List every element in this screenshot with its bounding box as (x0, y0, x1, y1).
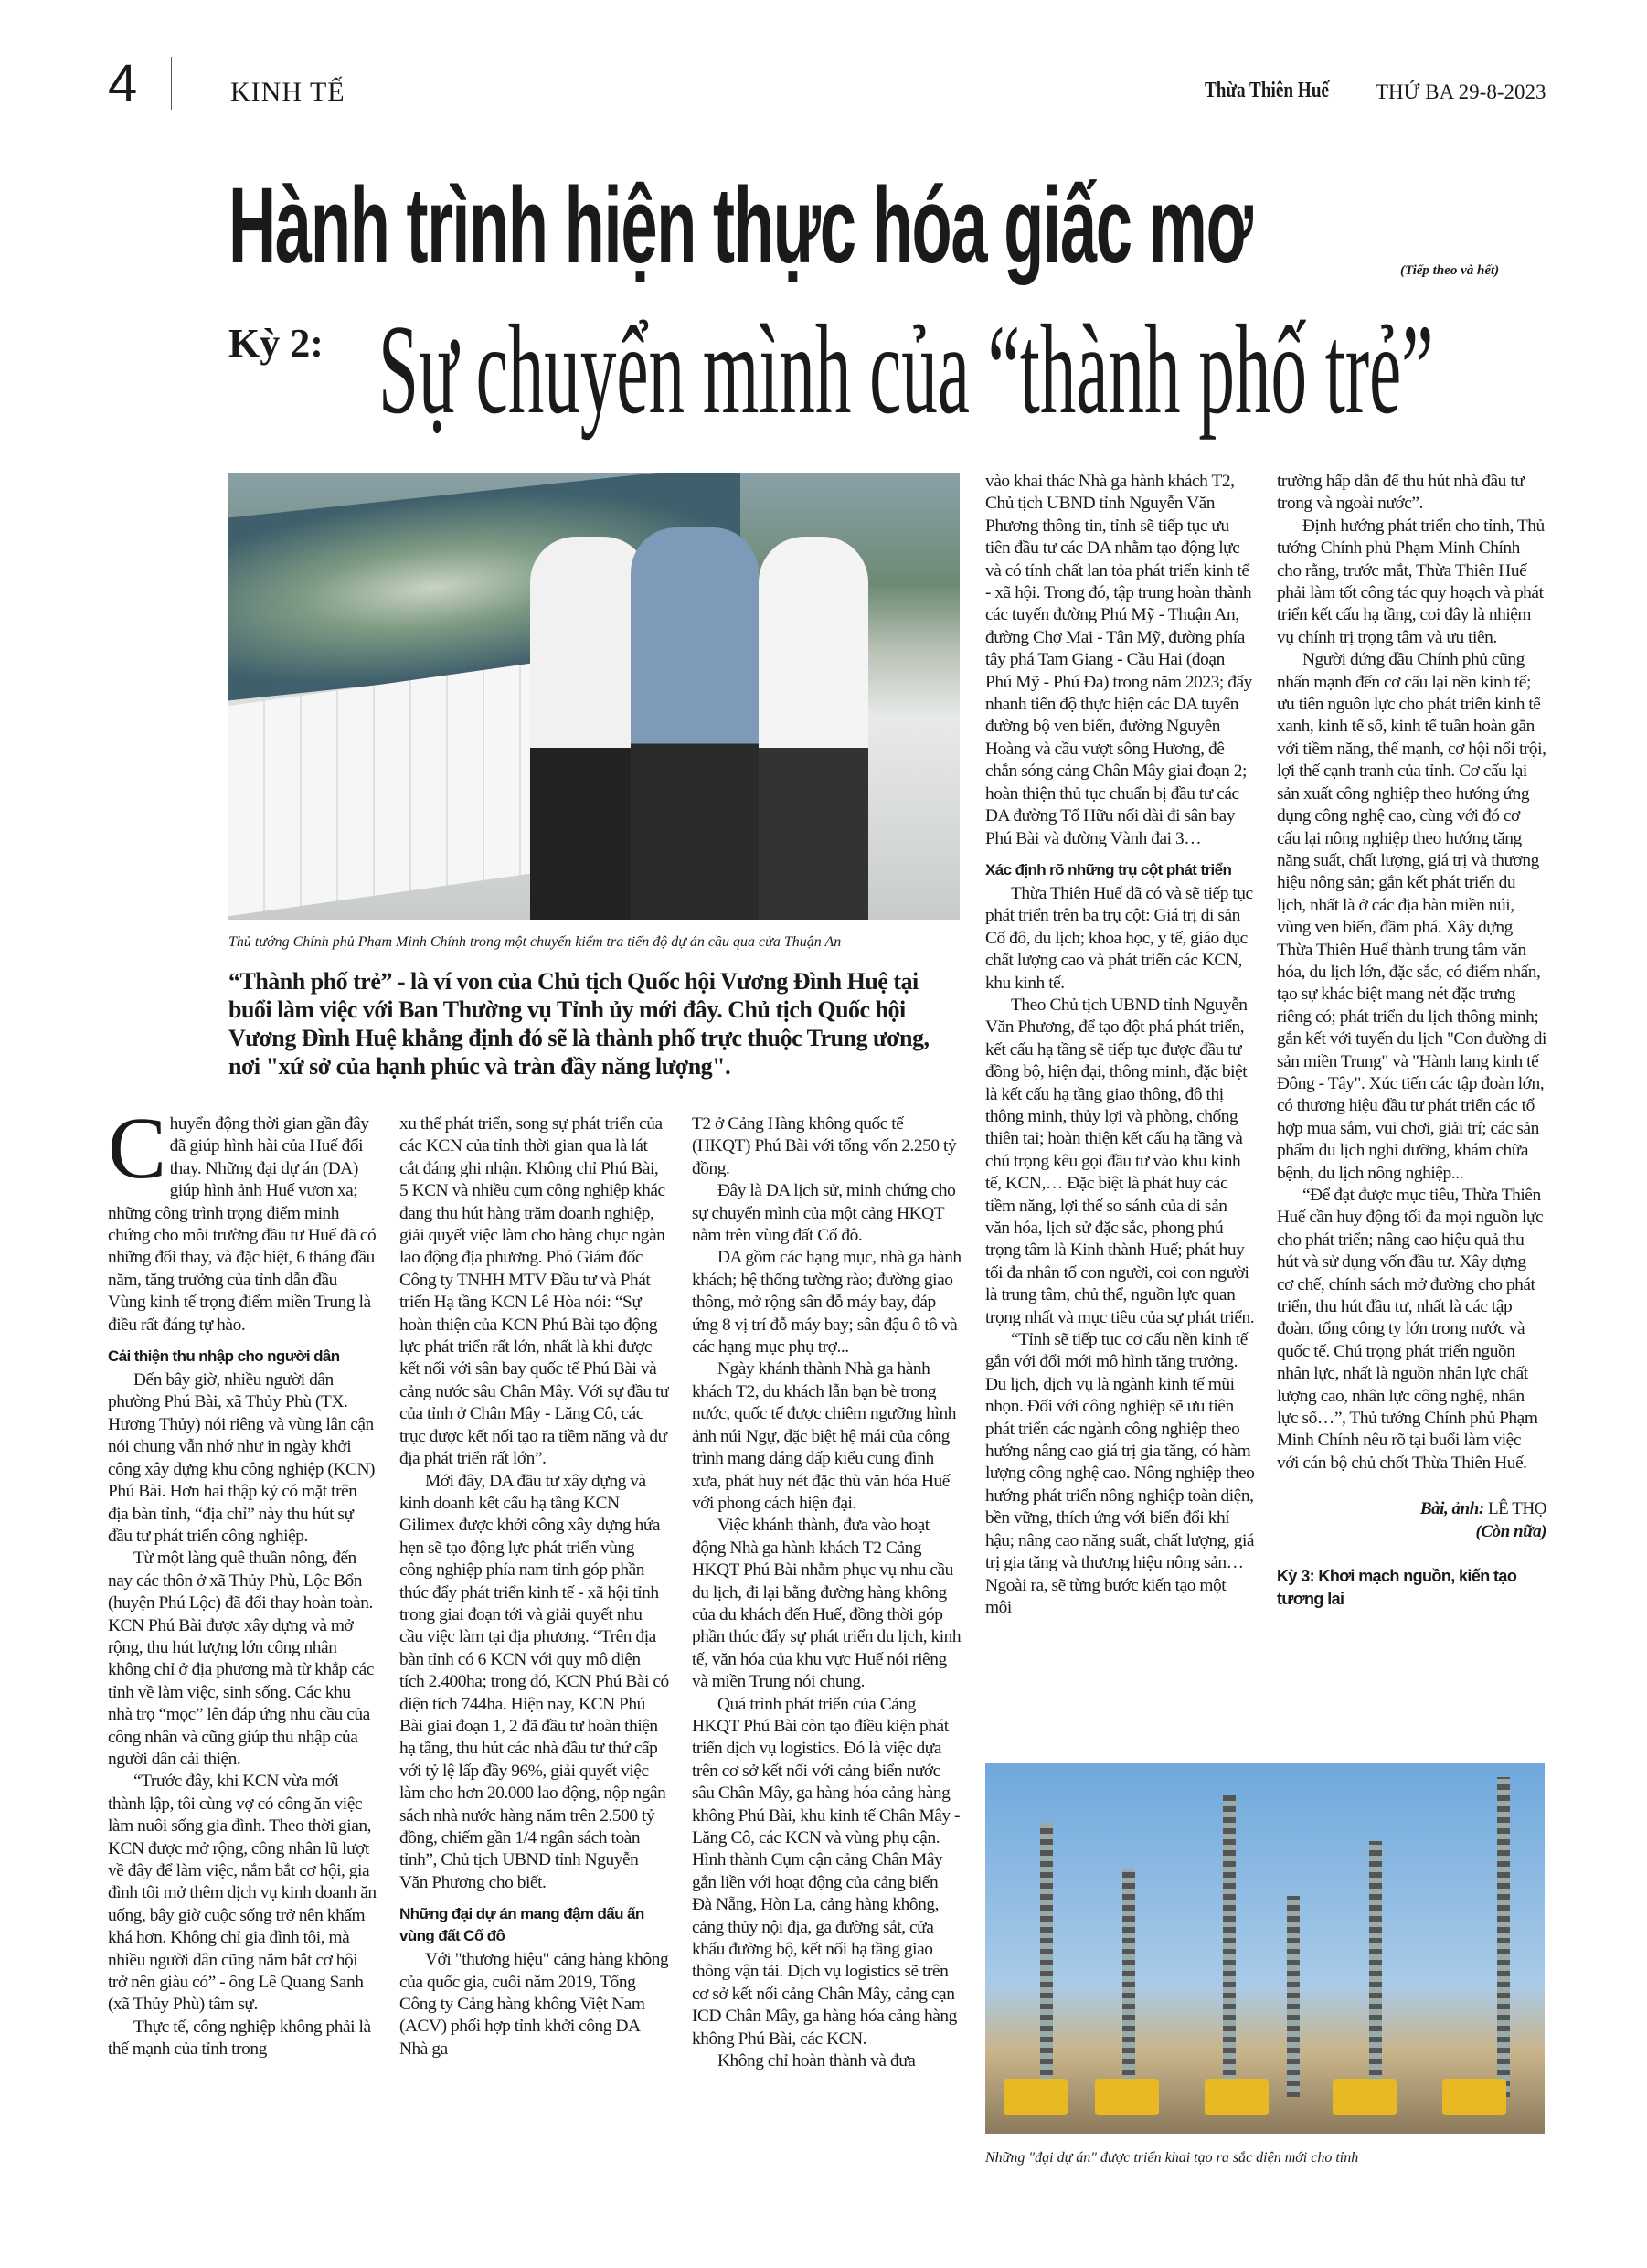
headline: Hành trình hiện thực hóa giấc mơ (228, 165, 1252, 286)
byline (1277, 1498, 1546, 1520)
part-label: Kỳ 2: (228, 321, 324, 366)
paragraph: Ngày khánh thành Nhà ga hành khách T2, du khách lẫn bạn bè trong nước, quốc tế được chiêm ngưỡng hình ảnh núi Ngự, đặc biệt hệ mái của công trình mang dáng dấp kiểu cung đình xưa, phát huy nét đặc thù văn hóa Huế với phong cách hiện đại. (692, 1359, 956, 1513)
paragraph: Đến bây giờ, nhiều người dân phường Phú Bài, xã Thủy Phù (TX. Hương Thủy) nói riêng và vùng lân cận nói chung vẫn nhớ như in ngày khởi công xây dựng khu công nghiệp (KCN) Phú Bài. Hơn hai thập kỷ có mặt trên địa bàn tỉnh, “địa chỉ” này thu hút sự đầu tư phát triển công nghiệp. (108, 1370, 376, 1546)
issue-date: THỨ BA 29-8-2023 (1376, 80, 1546, 103)
subheading: Những đại dự án mang đậm dấu ấn vùng đất Cố đô (399, 1905, 644, 1945)
paragraph: Không chỉ hoàn thành và đưa (717, 2051, 916, 2071)
photo-prime-minister-inspection (228, 473, 960, 920)
article-column (399, 1113, 669, 2174)
paragraph: Việc khánh thành, đưa vào hoạt động Nhà ga hành khách T2 Cảng HKQT Phú Bài nhằm phục vụ nhu cầu du lịch, đi lại bằng đường hàng không của du khách đến Huế, đồng thời góp phần thúc đẩy sự phát triển du lịch, kinh tế, văn hóa của khu vực Huế nói riêng và miền Trung nói chung. (692, 1516, 962, 1692)
paragraph: DA gồm các hạng mục, nhà ga hành khách; hệ thống tường rào; đường giao thông, mở rộng sân đỗ máy bay, đáp ứng 8 vị trí đỗ máy bay; sân đậu ô tô và các hạng mục phụ trợ... (692, 1248, 962, 1358)
paragraph-text: huyển động thời gian gần đây đã giúp hình hài của Huế đổi thay. Những đại dự án (DA) giúp hình ảnh Huế vươn xa; những công trình trọng điểm minh chứng cho môi trường đầu tư Huế đã có những đổi thay, và đặc biệt, 6 tháng đầu năm, tăng trưởng của tỉnh dẫn đầu Vùng kinh tế trọng điểm miền Trung là điều rất đáng tự hào. (108, 1114, 377, 1335)
pile-driver-crane (1497, 1777, 1510, 2097)
photo-person (631, 527, 759, 920)
construction-machine (1004, 2079, 1068, 2115)
paragraph: Thừa Thiên Huế đã có và sẽ tiếp tục phát triển trên ba trụ cột: Giá trị di sản Cố đô, du lịch; khoa học, y tế, giáo dục chất lượng cao và phát triển các KCN, khu kinh tế. (985, 883, 1253, 993)
paragraph: Mới đây, DA đầu tư xây dựng và kinh doanh kết cấu hạ tầng KCN Gilimex được khởi công xây dựng hứa hẹn sẽ tạo động lực phát triển vùng công nghiệp phía nam tỉnh góp phần thúc đẩy phát triển kinh tế - xã hội tỉnh trong giai đoạn tới và giải quyết nhu cầu việc làm tại địa phương. “Trên địa bàn tỉnh có 6 KCN với quy mô diện tích 2.400ha; trong đó, KCN Phú Bài có diện tích 744ha. Hiện nay, KCN Phú Bài giai đoạn 1, 2 đã đầu tư hoàn thiện hạ tầng, thu hút các nhà đầu tư thứ cấp với tỷ lệ lấp đầy 96%, giải quyết việc làm cho hơn 20.000 lao động, nộp ngân sách nhà nước hàng năm trên 2.500 tỷ đồng, chiếm gần 1/4 ngân sách toàn tỉnh”, Chủ tịch UBND tỉnh Nguyễn Văn Phương cho biết. (399, 1471, 669, 1892)
photo-construction-site (985, 1763, 1545, 2134)
header-divider (171, 57, 172, 110)
section-name: KINH TẾ (230, 77, 345, 107)
paragraph: Người đứng đầu Chính phủ cũng nhấn mạnh đến cơ cấu lại nền kinh tế; ưu tiên nguồn lực cho phát triển kinh tế xanh, kinh tế số, kinh tế tuần hoàn gắn với tiềm năng, thế mạnh, cơ hội nổi trội, lợi thế cạnh tranh của tỉnh. Cơ cấu lại sản xuất công nghiệp theo hướng ứng dụng công nghệ cao, cùng với đó cơ cấu lại nông nghiệp theo hướng tăng năng suất, chất lượng, giá trị và thương hiệu nông sản; gắn kết phát triển du lịch, nhất là ở các địa bàn miền núi, vùng ven biển, đầm phá. Xây dựng Thừa Thiên Huế thành trung tâm văn hóa, du lịch lớn, đặc sắc, có điểm nhấn, tạo sự khác biệt mang nét đặc trưng riêng có; phát triển du lịch thông minh; gắn kết với tuyến du lịch "Con đường di sản miền Trung" và "Hành lang kinh tế Đông - Tây". Xúc tiến các tập đoàn lớn, có thương hiệu đầu tư phát triển các tổ hợp mua sắm, vui chơi, giải trí; các sản phẩm du lịch nghỉ dưỡng, khám chữa bệnh, du lịch nông nghiệp... (1277, 650, 1546, 1183)
pile-driver-crane (1122, 1869, 1135, 2097)
paragraph: vào khai thác Nhà ga hành khách T2, Chủ tịch UBND tỉnh Nguyễn Văn Phương thông tin, tỉnh sẽ tiếp tục ưu tiên đầu tư các DA nhằm tạo động lực và có tính chất lan tỏa phát triển kinh tế - xã hội. Trong đó, tập trung hoàn thành các tuyến đường Phú Mỹ - Thuận An, đường Chợ Mai - Tân Mỹ, đường phía tây phá Tam Giang - Cầu Hai (đoạn Phú Mỹ - Phú Đa) trong năm 2023; đẩy nhanh tiến độ thực hiện các DA tuyến đường bộ ven biển, đường Nguyễn Hoàng và cầu vượt sông Hương, đê chắn sóng cảng Chân Mây giai đoạn 2; hoàn thiện thủ tục chuẩn bị đầu tư các DA đường Tố Hữu nối dài đi sân bay Phú Bài và đường Vành đai 3… (985, 472, 1252, 848)
byline-label: Bài, ảnh: (1419, 1499, 1484, 1519)
paragraph: trường hấp dẫn để thu hút nhà đầu tư trong và ngoài nước”. (1277, 472, 1525, 514)
construction-machine (1095, 2079, 1159, 2115)
subheading: Cải thiện thu nhập cho người dân (108, 1347, 340, 1366)
continuation-note: (Tiếp theo và hết) (1400, 263, 1500, 278)
article-column (692, 1113, 962, 2174)
article-column (985, 471, 1255, 1751)
paragraph: Đây là DA lịch sử, minh chứng cho sự chuyển mình của một cảng HKQT nằm trên vùng đất Cố đô. (692, 1181, 956, 1246)
subtitle: Sự chuyển mình của “thành phố trẻ” (378, 299, 1434, 441)
article-lead: “Thành phố trẻ” - là ví von của Chủ tịch Quốc hội Vương Đình Huệ tại buổi làm việc với Ban Thường vụ Tỉnh ủy mới đây. Chủ tịch Quốc hội Vương Đình Huệ khẳng định đó sẽ là thành phố trực thuộc Trung ương, nơi "xứ sở của hạnh phúc và tràn đầy năng lượng". (228, 968, 930, 1080)
photo-person (759, 537, 868, 920)
paragraph (108, 1113, 377, 1336)
construction-machine (1205, 2079, 1269, 2115)
to-be-continued: (Còn nữa) (1475, 1521, 1546, 1541)
pile-driver-crane (1369, 1841, 1382, 2097)
pile-driver-crane (1223, 1795, 1236, 2097)
article-column (108, 1113, 377, 2174)
photo-caption: Thủ tướng Chính phủ Phạm Minh Chính trong một chuyến kiểm tra tiến độ dự án cầu qua cửa Thuận An (228, 934, 842, 950)
paragraph: xu thế phát triển, song sự phát triển của các KCN của tỉnh thời gian qua là lát cắt đáng ghi nhận. Không chỉ Phú Bài, 5 KCN và nhiều cụm công nghiệp khác đang thu hút hàng trăm doanh nghiệp, giải quyết việc làm cho hàng chục ngàn lao động địa phương. Phó Giám đốc Công ty TNHH MTV Đầu tư và Phát triển Hạ tầng KCN Lê Hòa nói: “Sự hoàn thiện của KCN Phú Bài tạo động lực phát triển rất lớn, nhất là khi được kết nối với sân bay quốc tế Phú Bài và cảng nước sâu Chân Mây. Với sự đầu tư của tỉnh ở Chân Mây - Lăng Cô, các trục được kết nối tạo ra tiềm năng và dư địa phát triển rất lớn”. (399, 1114, 669, 1469)
newspaper-name: Thừa Thiên Huế (1205, 79, 1330, 102)
construction-machine (1333, 2079, 1397, 2115)
article-column (1277, 471, 1546, 1751)
paragraph: Theo Chủ tịch UBND tỉnh Nguyễn Văn Phương, để tạo đột phá phát triển, kết cấu hạ tầng sẽ tiếp tục được đầu tư đồng bộ, hiện đại, thông minh, đặc biệt là kết cấu hạ tầng giao thông, đô thị thông minh, thủy lợi và phòng, chống thiên tai; hoàn thiện kết cấu hạ tầng và chú trọng kêu gọi đầu tư vào khu kinh tế, KCN,… Đặc biệt là phát huy các tiềm năng, lợi thế so sánh của di sản văn hóa, lịch sử đặc sắc, phong phú trọng tâm là Kinh thành Huế; phát huy tối đa nhân tố con người, coi con người là trung tâm, chủ thể, nguồn lực quan trọng nhất và mục tiêu của sự phát triển. (985, 995, 1255, 1327)
paragraph: “Để đạt được mục tiêu, Thừa Thiên Huế cần huy động tối đa mọi nguồn lực cho phát triển; nâng cao hiệu quả thu hút và sử dụng vốn đầu tư. Xây dựng cơ chế, chính sách mở đường cho phát triển, thu hút đầu tư, nhất là các tập đoàn, tổng công ty lớn trong nước và quốc tế. Chú trọng phát triển nguồn nhân lực, nhất là nguồn nhân lực chất lượng cao, nhân lực công nghệ, nhân lực số…”, Thủ tướng Chính phủ Phạm Minh Chính nêu rõ tại buổi làm việc với cán bộ chủ chốt Thừa Thiên Huế. (1277, 1186, 1544, 1473)
paragraph: “Trước đây, khi KCN vừa mới thành lập, tôi cùng vợ có công ăn việc làm nuôi sống gia đình. Theo thời gian, KCN được mở rộng, công nhân lũ lượt về đây để làm việc, nắm bắt cơ hội, gia đình tôi mở thêm dịch vụ kinh doanh ăn uống, bây giờ cuộc sống trở nên khấm khá hơn. Không chỉ gia đình tôi, mà nhiều người dân cũng nắm bắt cơ hội trở nên giàu có” - ông Lê Quang Sanh (xã Thủy Phù) tâm sự. (108, 1772, 377, 2015)
next-part-title: Kỳ 3: Khơi mạch nguồn, kiến tạo tương lai (1277, 1567, 1517, 1609)
pile-driver-crane (1287, 1896, 1300, 2097)
paragraph: Quá trình phát triển của Cảng HKQT Phú Bài còn tạo điều kiện phát triển dịch vụ logistics. Đó là việc dựa trên cơ sở kết nối với cảng biển nước sâu Chân Mây, ga hàng hóa cảng hàng không Phú Bài, khu kinh tế Chân Mây - Lăng Cô, các KCN và vùng phụ cận. Hình thành Cụm cận cảng Chân Mây gắn liền với hoạt động của cảng biển Đà Nẵng, Hòn La, cảng hàng không, cảng thủy nội địa, ga đường sắt, cửa khẩu đường bộ, kết nối hạ tầng giao thông vận tải. Dịch vụ logistics sẽ trên cơ sở kết nối cảng Chân Mây, cảng cạn ICD Chân Mây, ga hàng hóa cảng hàng không Phú Bài, các KCN. (692, 1694, 961, 2049)
pile-driver-crane (1040, 1823, 1053, 2097)
paragraph: Thực tế, công nghiệp không phải là thế mạnh của tỉnh trong (108, 2017, 371, 2060)
paragraph: Từ một làng quê thuần nông, đến nay các thôn ở xã Thủy Phù, Lộc Bổn (huyện Phú Lộc) đã đổi thay hoàn toàn. KCN Phú Bài được xây dựng và mở rộng, thu hút lượng lớn công nhân không chỉ ở địa phương mà từ khắp các tỉnh về làm việc, sinh sống. Các khu nhà trọ “mọc” lên đáp ứng nhu cầu của công nhân và cũng giúp thu nhập của người dân cải thiện. (108, 1549, 374, 1769)
paragraph: T2 ở Cảng Hàng không quốc tế (HKQT) Phú Bài với tổng vốn 2.250 tỷ đồng. (692, 1114, 957, 1178)
subheading: Xác định rõ những trụ cột phát triển (985, 860, 1232, 878)
paragraph: “Tỉnh sẽ tiếp tục cơ cấu nền kinh tế gắn với đổi mới mô hình tăng trưởng. Du lịch, dịch vụ là ngành kinh tế mũi nhọn. Đối với công nghiệp sẽ ưu tiên phát triển các ngành công nghiệp theo hướng nâng cao giá trị gia tăng, có hàm lượng công nghệ cao. Nông nghiệp theo hướng phát triển nông nghiệp toàn diện, bền vững, thích ứng với biến đổi khí hậu; nâng cao năng suất, chất lượng, giá trị gia tăng và thương hiệu nông sản… Ngoài ra, sẽ từng bước kiến tạo một môi (985, 1330, 1255, 1617)
construction-machine (1442, 2079, 1506, 2115)
page-number: 4 (108, 54, 138, 113)
paragraph: Định hướng phát triển cho tỉnh, Thủ tướng Chính phủ Phạm Minh Chính cho rằng, trước mắt, Thừa Thiên Huế phải làm tốt công tác quy hoạch và phát triển kết cấu hạ tầng, coi đây là nhiệm vụ chính trị trọng tâm và ưu tiên. (1277, 516, 1545, 647)
byline-author: LÊ THỌ (1488, 1499, 1546, 1519)
photo-caption: Những "đại dự án" được triển khai tạo ra sắc diện mới cho tỉnh (985, 2150, 1359, 2166)
paragraph: Với "thương hiệu" cảng hàng không của quốc gia, cuối năm 2019, Tổng Công ty Cảng hàng không Việt Nam (ACV) phối hợp tỉnh khởi công DA Nhà ga (399, 1950, 669, 2059)
drop-cap: C (108, 1113, 166, 1197)
